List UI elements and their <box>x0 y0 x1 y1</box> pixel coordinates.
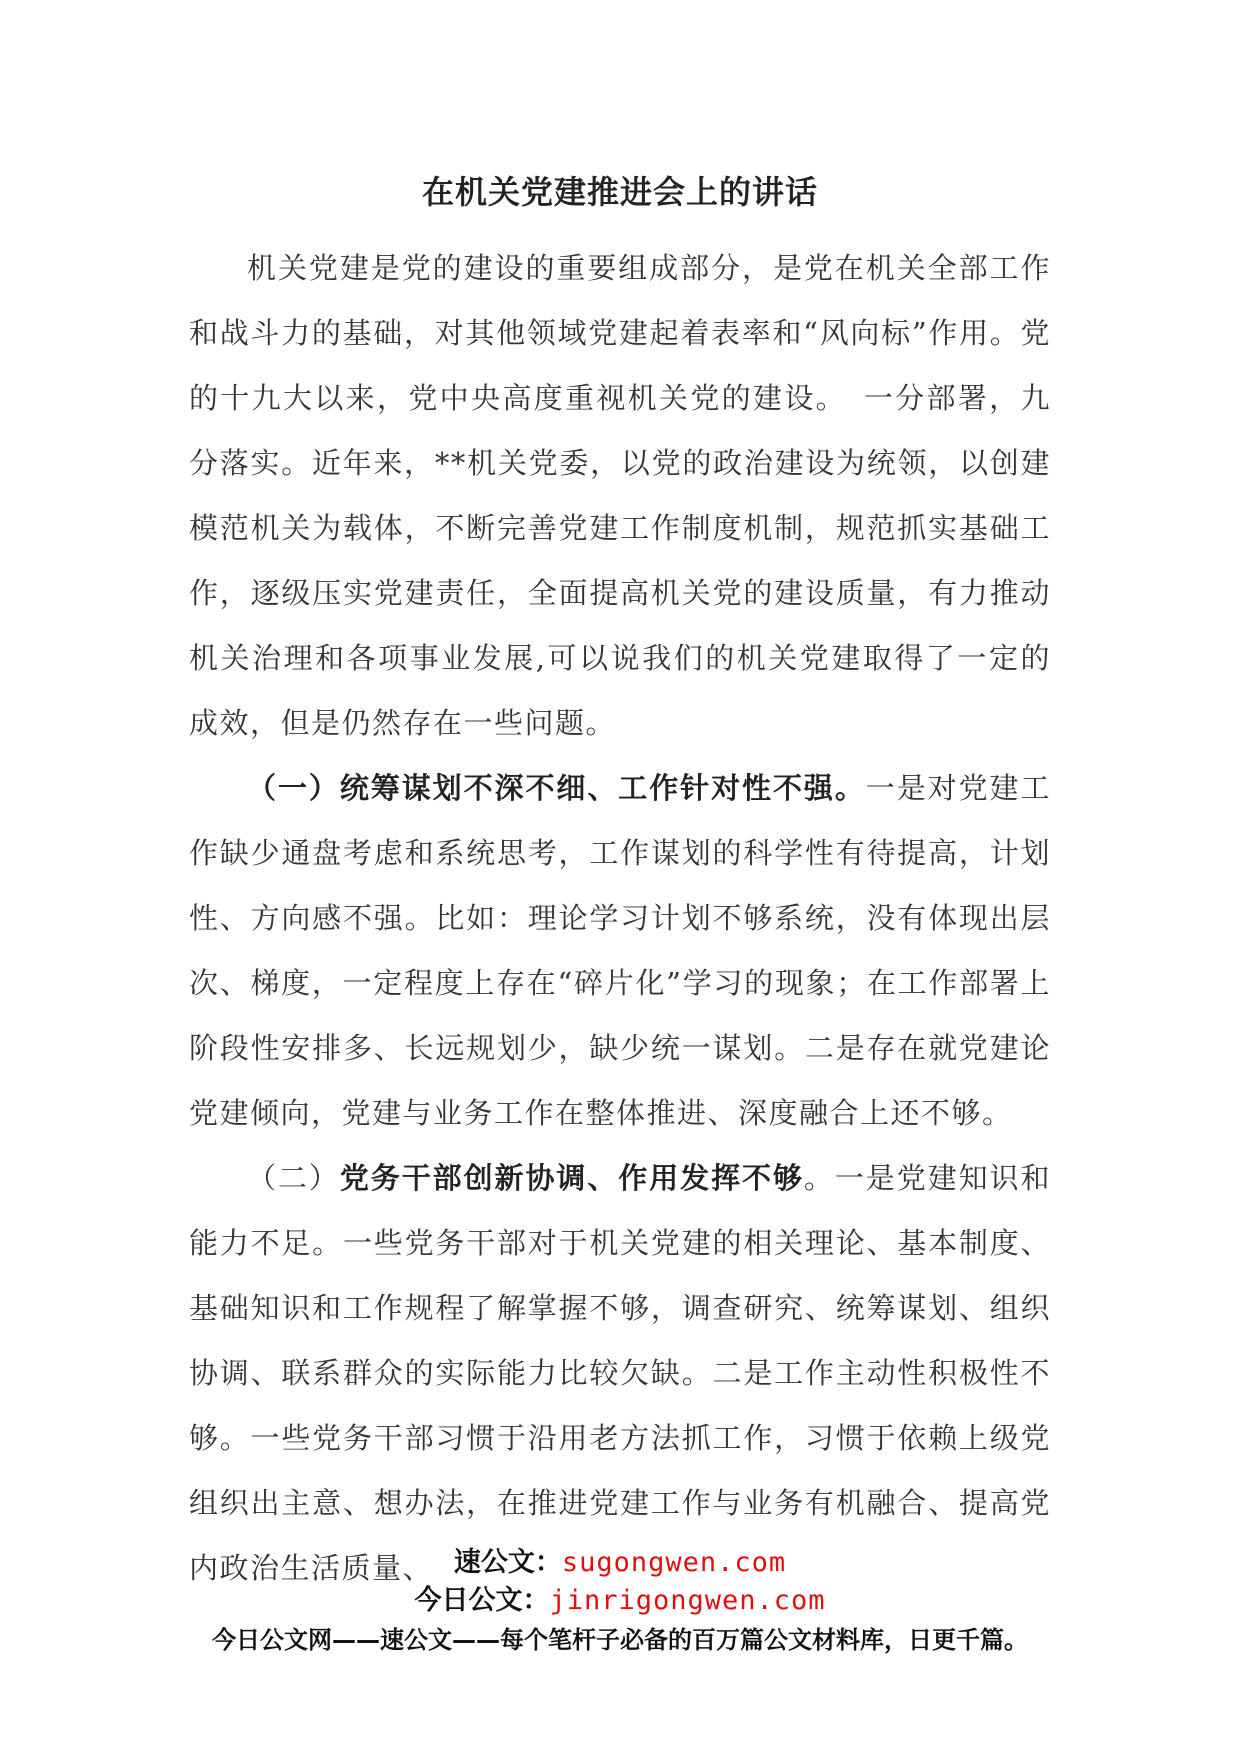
section-2-body: 。一是党建知识和能力不足。一些党务干部对于机关党建的相关理论、基本制度、基础知识和工作规程了解掌握不够，调查研究、统筹谋划、组织协调、联系群众的实际能力比较欠缺。二是工作主动性积极性不够。一些党务干部习惯于沿用老方法抓工作，习惯于依赖上级党组织出主意、想办法，在推进党建工作与业务有机融合、提高党内政治生活质量、 <box>189 1161 1051 1585</box>
section-1-heading: （一）统筹谋划不深不细、工作针对性不强。 <box>247 771 866 805</box>
footer-jinrigongwen-link[interactable]: jinrigongwen.com <box>549 1585 826 1616</box>
footer-sugongwen-label: 速公文： <box>453 1547 562 1578</box>
section-2-prefix: （二） <box>247 1161 340 1195</box>
footer-jinrigongwen-label: 今日公文： <box>414 1585 550 1616</box>
footer-sugongwen-link[interactable]: sugongwen.com <box>561 1547 787 1578</box>
section-1-body: 一是对党建工作缺少通盘考虑和系统思考，工作谋划的科学性有待提高，计划性、方向感不强。比如：理论学习计划不够系统，没有体现出层次、梯度，一定程度上存在“碎片化”学习的现象；在工作部署上阶段性安排多、长远规划少，缺少统一谋划。二是存在就党建论党建倾向，党建与业务工作在整体推进、深度融合上还不够。 <box>189 771 1051 1130</box>
section-1-paragraph <box>189 756 1051 1146</box>
document-title: 在机关党建推进会上的讲话 <box>421 173 818 211</box>
footer-jinrigongwen <box>0 1578 1240 1617</box>
footer-sugongwen <box>0 1540 1240 1579</box>
document-body <box>189 236 1051 1601</box>
footer-slogan: 今日公文网——速公文——每个笔杆子必备的百万篇公文材料库，日更千篇。 <box>212 1626 1028 1654</box>
section-2-paragraph <box>189 1146 1051 1601</box>
intro-paragraph: 机关党建是党的建设的重要组成部分，是党在机关全部工作和战斗力的基础，对其他领域党建起着表率和“风向标”作用。党的十九大以来，党中央高度重视机关党的建设。 一分部署，九分落实。近年来，**机关党委，以党的政治建设为统领，以创建模范机关为载体，不断完善党建工作制度机制，规范抓实基础工作，逐级压实党建责任，全面提高机关党的建设质量，有力推动机关治理和各项事业发展,可以说我们的机关党建取得了一定的成效，但是仍然存在一些问题。 <box>189 251 1051 740</box>
section-2-heading: 党务干部创新协调、作用发挥不够 <box>339 1161 804 1195</box>
